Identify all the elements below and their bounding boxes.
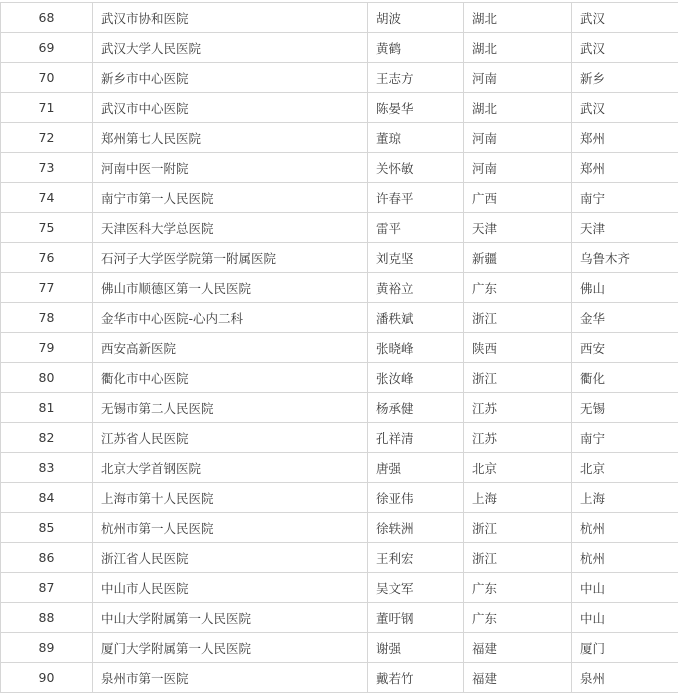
province-cell: 陕西	[464, 333, 572, 363]
city-cell: 杭州	[572, 513, 678, 543]
city-cell: 中山	[572, 603, 678, 633]
province-cell: 福建	[464, 663, 572, 693]
hospital-cell: 新乡市中心医院	[93, 63, 368, 93]
city-cell: 郑州	[572, 153, 678, 183]
hospital-cell: 泉州市第一医院	[93, 663, 368, 693]
city-cell: 北京	[572, 453, 678, 483]
hospital-cell: 佛山市顺德区第一人民医院	[93, 273, 368, 303]
city-cell: 中山	[572, 573, 678, 603]
rank-cell: 80	[1, 363, 93, 393]
province-cell: 浙江	[464, 543, 572, 573]
hospital-cell: 金华市中心医院-心内二科	[93, 303, 368, 333]
doctor-cell: 张晓峰	[368, 333, 464, 363]
table-row	[1, 513, 678, 543]
table-row	[1, 123, 678, 153]
table-row	[1, 3, 678, 33]
doctor-cell: 吴文军	[368, 573, 464, 603]
doctor-cell: 王志方	[368, 63, 464, 93]
city-cell: 杭州	[572, 543, 678, 573]
province-cell: 北京	[464, 453, 572, 483]
table-row	[1, 663, 678, 693]
table-row	[1, 273, 678, 303]
doctor-cell: 孔祥清	[368, 423, 464, 453]
province-cell: 湖北	[464, 93, 572, 123]
hospital-cell: 江苏省人民医院	[93, 423, 368, 453]
doctor-cell: 黄裕立	[368, 273, 464, 303]
province-cell: 广西	[464, 183, 572, 213]
rank-cell: 90	[1, 663, 93, 693]
province-cell: 浙江	[464, 363, 572, 393]
table-row	[1, 183, 678, 213]
table-row	[1, 303, 678, 333]
doctor-cell: 刘克坚	[368, 243, 464, 273]
province-cell: 广东	[464, 573, 572, 603]
city-cell: 西安	[572, 333, 678, 363]
city-cell: 厦门	[572, 633, 678, 663]
hospital-cell: 浙江省人民医院	[93, 543, 368, 573]
rank-cell: 89	[1, 633, 93, 663]
doctor-cell: 许春平	[368, 183, 464, 213]
province-cell: 天津	[464, 213, 572, 243]
table-row	[1, 213, 678, 243]
city-cell: 泉州	[572, 663, 678, 693]
ranking-table	[0, 2, 678, 693]
table-row	[1, 603, 678, 633]
hospital-cell: 武汉市协和医院	[93, 3, 368, 33]
hospital-cell: 北京大学首钢医院	[93, 453, 368, 483]
hospital-cell: 中山大学附属第一人民医院	[93, 603, 368, 633]
province-cell: 湖北	[464, 3, 572, 33]
province-cell: 江苏	[464, 423, 572, 453]
city-cell: 金华	[572, 303, 678, 333]
rank-cell: 78	[1, 303, 93, 333]
table-row	[1, 333, 678, 363]
doctor-cell: 胡波	[368, 3, 464, 33]
doctor-cell: 徐轶洲	[368, 513, 464, 543]
province-cell: 广东	[464, 273, 572, 303]
province-cell: 河南	[464, 153, 572, 183]
doctor-cell: 唐强	[368, 453, 464, 483]
hospital-cell: 西安高新医院	[93, 333, 368, 363]
province-cell: 广东	[464, 603, 572, 633]
rank-cell: 70	[1, 63, 93, 93]
hospital-cell: 河南中医一附院	[93, 153, 368, 183]
doctor-cell: 徐亚伟	[368, 483, 464, 513]
hospital-cell: 郑州第七人民医院	[93, 123, 368, 153]
doctor-cell: 杨承健	[368, 393, 464, 423]
city-cell: 衢化	[572, 363, 678, 393]
city-cell: 南宁	[572, 423, 678, 453]
city-cell: 武汉	[572, 93, 678, 123]
table-body	[1, 3, 678, 693]
doctor-cell: 潘秩斌	[368, 303, 464, 333]
city-cell: 佛山	[572, 273, 678, 303]
rank-cell: 81	[1, 393, 93, 423]
rank-cell: 84	[1, 483, 93, 513]
table-row	[1, 243, 678, 273]
province-cell: 福建	[464, 633, 572, 663]
rank-cell: 79	[1, 333, 93, 363]
table-row	[1, 393, 678, 423]
city-cell: 上海	[572, 483, 678, 513]
rank-cell: 71	[1, 93, 93, 123]
table-row	[1, 543, 678, 573]
rank-cell: 75	[1, 213, 93, 243]
hospital-cell: 武汉大学人民医院	[93, 33, 368, 63]
province-cell: 江苏	[464, 393, 572, 423]
city-cell: 天津	[572, 213, 678, 243]
table-row	[1, 483, 678, 513]
table-row	[1, 153, 678, 183]
doctor-cell: 董吁钢	[368, 603, 464, 633]
doctor-cell: 陈晏华	[368, 93, 464, 123]
province-cell: 湖北	[464, 33, 572, 63]
table-row	[1, 453, 678, 483]
table-row	[1, 363, 678, 393]
city-cell: 南宁	[572, 183, 678, 213]
city-cell: 武汉	[572, 3, 678, 33]
city-cell: 武汉	[572, 33, 678, 63]
hospital-cell: 厦门大学附属第一人民医院	[93, 633, 368, 663]
province-cell: 浙江	[464, 303, 572, 333]
hospital-cell: 南宁市第一人民医院	[93, 183, 368, 213]
province-cell: 上海	[464, 483, 572, 513]
doctor-cell: 张汝峰	[368, 363, 464, 393]
rank-cell: 83	[1, 453, 93, 483]
hospital-cell: 无锡市第二人民医院	[93, 393, 368, 423]
hospital-cell: 衢化市中心医院	[93, 363, 368, 393]
province-cell: 浙江	[464, 513, 572, 543]
doctor-cell: 谢强	[368, 633, 464, 663]
province-cell: 新疆	[464, 243, 572, 273]
city-cell: 郑州	[572, 123, 678, 153]
rank-cell: 85	[1, 513, 93, 543]
doctor-cell: 戴若竹	[368, 663, 464, 693]
table-row	[1, 573, 678, 603]
city-cell: 乌鲁木齐	[572, 243, 678, 273]
province-cell: 河南	[464, 123, 572, 153]
rank-cell: 87	[1, 573, 93, 603]
rank-cell: 86	[1, 543, 93, 573]
hospital-cell: 中山市人民医院	[93, 573, 368, 603]
rank-cell: 73	[1, 153, 93, 183]
hospital-cell: 石河子大学医学院第一附属医院	[93, 243, 368, 273]
table-row	[1, 633, 678, 663]
table-row	[1, 93, 678, 123]
rank-cell: 82	[1, 423, 93, 453]
doctor-cell: 关怀敏	[368, 153, 464, 183]
rank-cell: 72	[1, 123, 93, 153]
rank-cell: 76	[1, 243, 93, 273]
hospital-cell: 武汉市中心医院	[93, 93, 368, 123]
table-row	[1, 63, 678, 93]
rank-cell: 77	[1, 273, 93, 303]
city-cell: 无锡	[572, 393, 678, 423]
rank-cell: 74	[1, 183, 93, 213]
province-cell: 河南	[464, 63, 572, 93]
hospital-cell: 上海市第十人民医院	[93, 483, 368, 513]
rank-cell: 88	[1, 603, 93, 633]
table-row	[1, 423, 678, 453]
hospital-cell: 杭州市第一人民医院	[93, 513, 368, 543]
rank-cell: 69	[1, 33, 93, 63]
hospital-cell: 天津医科大学总医院	[93, 213, 368, 243]
table-row	[1, 33, 678, 63]
doctor-cell: 黄鹤	[368, 33, 464, 63]
doctor-cell: 雷平	[368, 213, 464, 243]
doctor-cell: 王利宏	[368, 543, 464, 573]
rank-cell: 68	[1, 3, 93, 33]
city-cell: 新乡	[572, 63, 678, 93]
doctor-cell: 董琼	[368, 123, 464, 153]
